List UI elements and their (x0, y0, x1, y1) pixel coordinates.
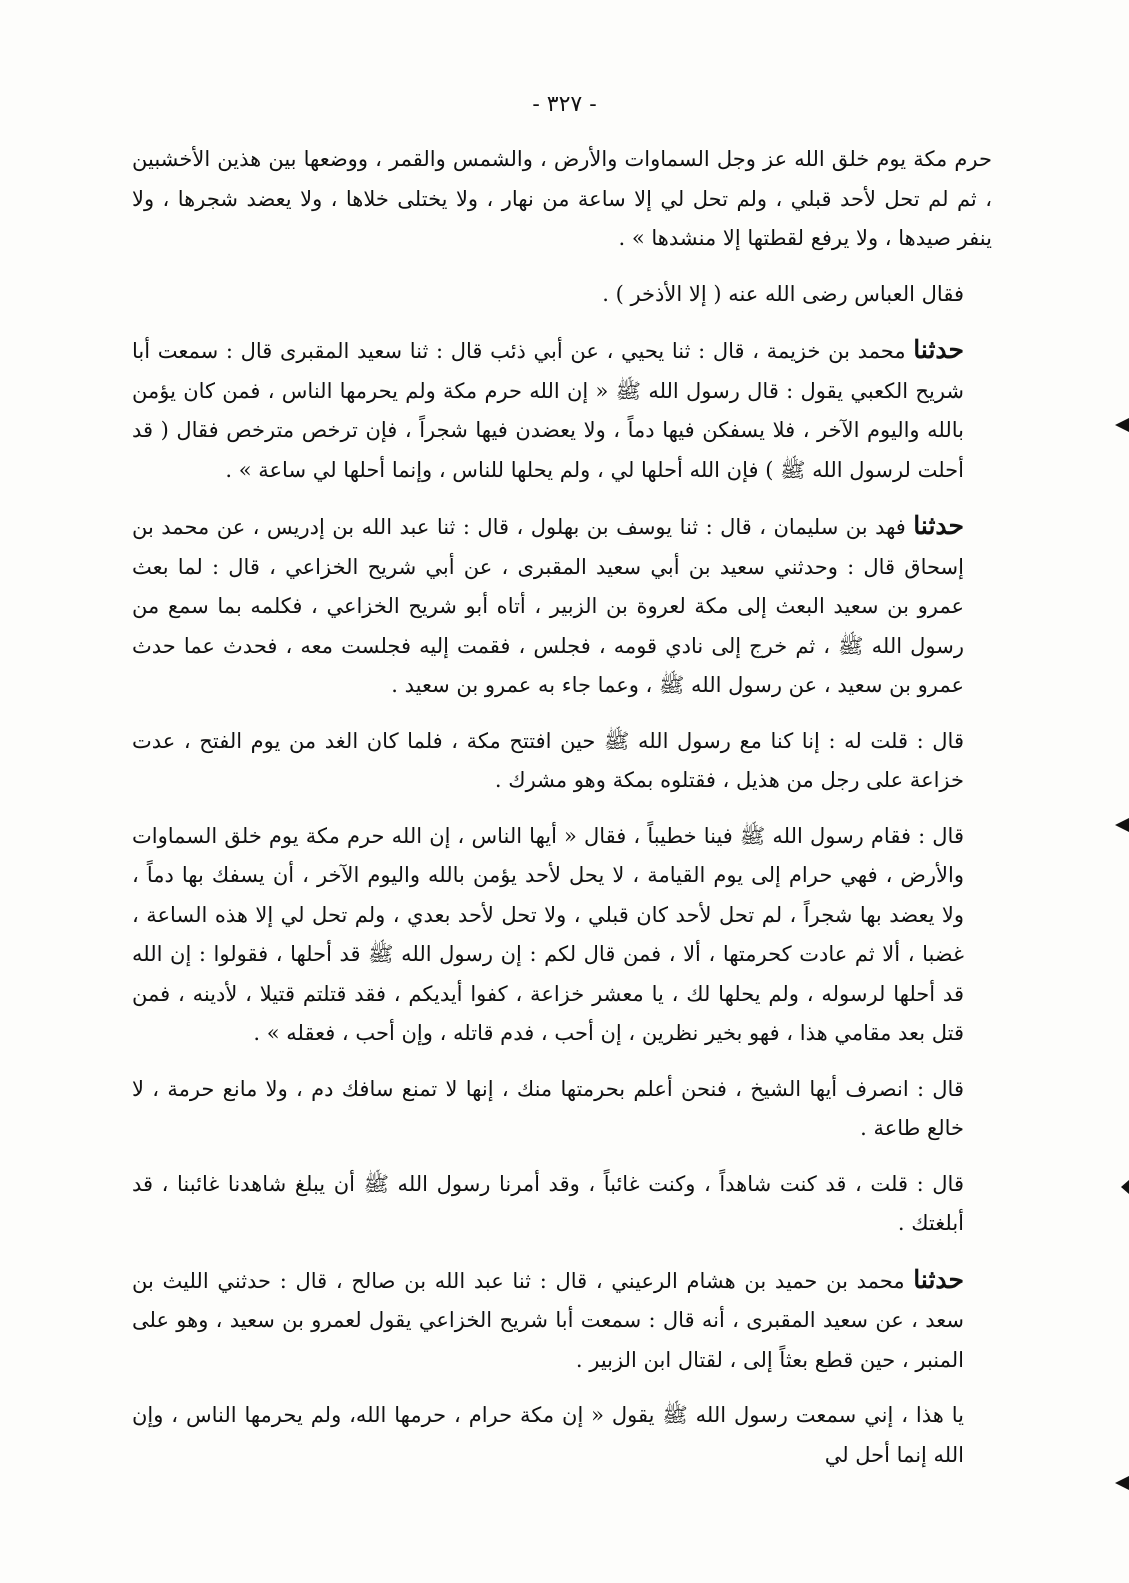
margin-mark-icon (1115, 818, 1129, 832)
paragraph-2 (132, 275, 992, 315)
paragraph-4 (132, 506, 992, 706)
paragraph-4-text: فهد بن سليمان ، قال : ثنا يوسف بن بهلول ، قال : ثنا عبد الله بن إدريس ، عن محمد بن إسحاق قال : وحدثني سعيد بن أبي سعيد المقبرى ، عن أبي شريح الخزاعي ، قال : لما بعث عمرو بن سعيد البعث إلى مكة لعروة بن الزبير ، أتاه أبو شريح الخزاعي ، فكلمه بما سمع من رسول الله ﷺ ، ثم خرج إلى نادي قومه ، فجلس ، فقمت إليه فجلست معه ، فحدث عما حدث عمرو بن سعيد ، عن رسول الله ﷺ ، وعما جاء به عمرو بن سعيد . (132, 515, 964, 697)
paragraph-4-lead: حدثنا (913, 511, 964, 540)
paragraph-9-lead: حدثنا (913, 1264, 964, 1294)
paragraph-6-text: قال : فقام رسول الله ﷺ فينا خطيباً ، فقال « أيها الناس ، إن الله حرم مكة يوم خلق السماوات والأرض ، فهي حرام إلى يوم القيامة ، لا يحل لأحد يؤمن بالله واليوم الآخر ، أن يسفك بها دماً ، ولا يعضد بها شجراً ، لم تحل لأحد كان قبلي ، ولا تحل لأحد بعدي ، ولم تحل لي إلا هذه الساعة ، غضبا ، ألا ثم عادت كحرمتها ، ألا ، فمن قال لكم : إن رسول الله ﷺ قد أحلها ، فقولوا : إن الله قد أحلها لرسوله ، ولم يحلها لك ، يا معشر خزاعة ، كفوا أيديكم ، فقد قتلتم قتيلا ، لأدينه ، فمن قتل بعد مقامي هذا ، فهو بخير نظرين ، إن أحب ، فدم قاتله ، وإن أحب ، فعقله » . (132, 823, 964, 1045)
paragraph-1-text: حرم مكة يوم خلق الله عز وجل السماوات والأرض ، والشمس والقمر ، ووضعها بين هذين الأخشبين ، ثم لم تحل لأحد قبلي ، ولم تحل لي إلا ساعة من نهار ، ولا يختلى خلاها ، ولا يعضد شجرها ، ولا ينفر صيدها ، ولا يرفع لقطتها إلا منشدها » . (132, 147, 992, 250)
page-number: - ٣٢٧ - (532, 92, 597, 117)
paragraph-7 (132, 1070, 992, 1149)
paragraph-3-lead: حدثنا (913, 335, 964, 364)
paragraph-1 (132, 140, 992, 259)
body-text (132, 140, 992, 1491)
paragraph-5-text: قال : قلت له : إنا كنا مع رسول الله ﷺ حين افتتح مكة ، فلما كان الغد من يوم الفتح ، عدت خزاعة على رجل من هذيل ، فقتلوه بمكة وهو مشرك . (132, 728, 964, 792)
paragraph-8-text: قال : قلت ، قد كنت شاهداً ، وكنت غائباً ، وقد أمرنا رسول الله ﷺ أن يبلغ شاهدنا غائبنا ، قد أبلغتك . (132, 1171, 964, 1235)
paragraph-7-text: قال : انصرف أيها الشيخ ، فنحن أعلم بحرمتها منك ، إنها لا تمنع سافك دم ، ولا مانع حرمة ، لا خالع طاعة . (132, 1076, 964, 1140)
paragraph-9-text: محمد بن حميد بن هشام الرعيني ، قال : ثنا عبد الله بن صالح ، قال : حدثني الليث بن سعد ، عن سعيد المقبرى ، أنه قال : سمعت أبا شريح الخزاعي يقول لعمرو بن سعيد ، وهو على المنبر ، حين قطع بعثاً إلى ، لقتال ابن الزبير . (132, 1268, 964, 1372)
margin-mark-icon (1115, 418, 1129, 432)
margin-mark-icon (1115, 1476, 1129, 1490)
paragraph-2-text: فقال العباس رضى الله عنه ( إلا الأذخر ) . (602, 281, 964, 306)
paragraph-3-text: محمد بن خزيمة ، قال : ثنا يحيي ، عن أبي ذئب قال : ثنا سعيد المقبرى قال : سمعت أبا شريح الكعبي يقول : قال رسول الله ﷺ « إن الله حرم مكة ولم يحرمها الناس ، فمن كان يؤمن بالله واليوم الآخر ، فلا يسفكن فيها دماً ، ولا يعضدن فيها شجراً ، فإن ترخص مترخص فقال ( قد أحلت لرسول الله ﷺ ) فإن الله أحلها لي ، ولم يحلها للناس ، وإنما أحلها لي ساعة » . (132, 339, 964, 482)
paragraph-9 (132, 1260, 992, 1381)
paragraph-6 (132, 817, 992, 1054)
paragraph-5 (132, 722, 992, 801)
paragraph-10-text: يا هذا ، إني سمعت رسول الله ﷺ يقول « إن مكة حرام ، حرمها الله، ولم يحرمها الناس ، وإن الله إنما أحل لي (132, 1403, 964, 1467)
paragraph-8 (132, 1165, 992, 1244)
paragraph-10 (132, 1396, 992, 1475)
paragraph-3 (132, 330, 992, 490)
margin-mark-icon (1121, 1180, 1129, 1194)
